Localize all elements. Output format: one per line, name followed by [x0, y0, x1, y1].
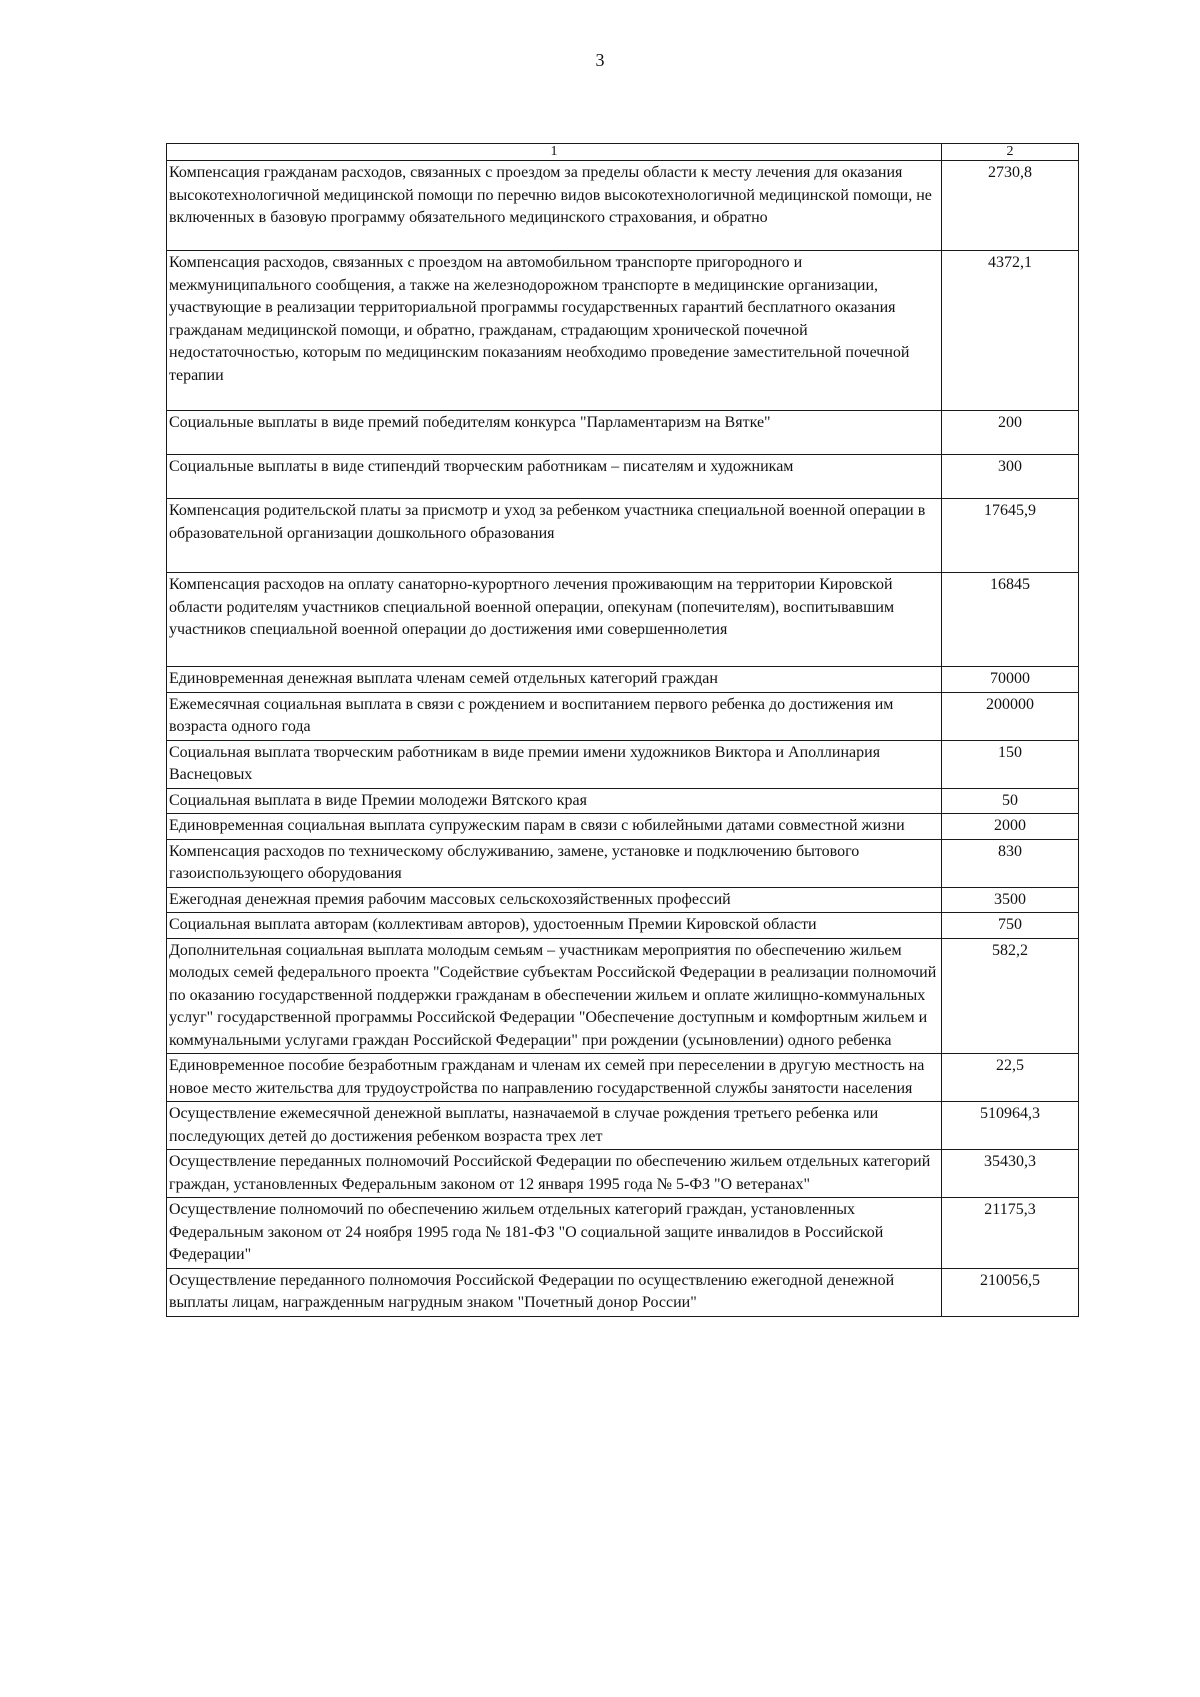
row-description: Компенсация гражданам расходов, связанных с проездом за пределы области к месту лечения для оказания высокотехнологичной медицинской помощи по перечню видов высокотехнологичной медицинской помощи, не включенных в базовую программу обязательного медицинского страхования, и обратно	[167, 161, 942, 251]
row-description: Компенсация расходов по техническому обслуживанию, замене, установке и подключению бытового газоиспользующего оборудования	[167, 839, 942, 887]
table-row	[167, 740, 1079, 788]
row-value: 300	[942, 455, 1079, 499]
row-value: 150	[942, 740, 1079, 788]
table-row	[167, 938, 1079, 1054]
table-row	[167, 411, 1079, 455]
row-description: Социальные выплаты в виде премий победителям конкурса "Парламентаризм на Вятке"	[167, 411, 942, 455]
table-row	[167, 887, 1079, 913]
table-row	[167, 455, 1079, 499]
row-description: Осуществление полномочий по обеспечению жильем отдельных категорий граждан, установленных Федеральным законом от 24 ноября 1995 года № 181-ФЗ "О социальной защите инвалидов в Российской Федерации"	[167, 1198, 942, 1269]
row-description: Социальные выплаты в виде стипендий творческим работникам – писателям и художникам	[167, 455, 942, 499]
row-description: Социальная выплата авторам (коллективам авторов), удостоенным Премии Кировской области	[167, 913, 942, 939]
table-row	[167, 573, 1079, 667]
row-description: Компенсация расходов на оплату санаторно-курортного лечения проживающим на территории Кировской области родителям участников специальной военной операции, опекунам (попечителям), воспитывавшим участников специальной военной операции до достижения ими совершеннолетия	[167, 573, 942, 667]
table-row	[167, 499, 1079, 573]
row-value: 3500	[942, 887, 1079, 913]
row-description: Компенсация родительской платы за присмотр и уход за ребенком участника специальной военной операции в образовательной организации дошкольного образования	[167, 499, 942, 573]
page-number: 3	[595, 50, 605, 70]
row-description: Осуществление переданных полномочий Российской Федерации по обеспечению жильем отдельных категорий граждан, установленных Федеральным законом от 12 января 1995 года № 5-ФЗ "О ветеранах"	[167, 1150, 942, 1198]
table-row	[167, 839, 1079, 887]
row-description: Единовременная социальная выплата супружеским парам в связи с юбилейными датами совместной жизни	[167, 814, 942, 840]
row-value: 17645,9	[942, 499, 1079, 573]
expenditure-table	[166, 143, 1079, 1317]
table-row	[167, 692, 1079, 740]
row-description: Дополнительная социальная выплата молодым семьям – участникам мероприятия по обеспечению жильем молодых семей федерального проекта "Содействие субъектам Российской Федерации в реализации полномочий по оказанию государственной поддержки гражданам в обеспечении жильем и оплате жилищно-коммунальных услуг" государственной программы Российской Федерации "Обеспечение доступным и комфортным жильем и коммунальными услугами граждан Российской Федерации" при рождении (усыновлении) одного ребенка	[167, 938, 942, 1054]
row-value: 200	[942, 411, 1079, 455]
row-description: Ежегодная денежная премия рабочим массовых сельскохозяйственных профессий	[167, 887, 942, 913]
row-value: 16845	[942, 573, 1079, 667]
table-row	[167, 1102, 1079, 1150]
table-row	[167, 814, 1079, 840]
table-row	[167, 1268, 1079, 1316]
table-row	[167, 161, 1079, 251]
row-description: Осуществление ежемесячной денежной выплаты, назначаемой в случае рождения третьего ребенка или последующих детей до достижения ребенком возраста трех лет	[167, 1102, 942, 1150]
row-value: 4372,1	[942, 251, 1079, 411]
row-value: 582,2	[942, 938, 1079, 1054]
row-value: 510964,3	[942, 1102, 1079, 1150]
table-row	[167, 251, 1079, 411]
row-value: 22,5	[942, 1054, 1079, 1102]
table-header-row	[167, 144, 1079, 161]
table-row	[167, 1150, 1079, 1198]
row-description: Социальная выплата в виде Премии молодежи Вятского края	[167, 788, 942, 814]
row-value: 70000	[942, 667, 1079, 693]
row-value: 2730,8	[942, 161, 1079, 251]
row-description: Единовременная денежная выплата членам семей отдельных категорий граждан	[167, 667, 942, 693]
column-header-2: 2	[942, 144, 1079, 161]
row-description: Ежемесячная социальная выплата в связи с рождением и воспитанием первого ребенка до достижения им возраста одного года	[167, 692, 942, 740]
row-value: 750	[942, 913, 1079, 939]
table-row	[167, 1198, 1079, 1269]
row-description: Единовременное пособие безработным гражданам и членам их семей при переселении в другую местность на новое место жительства для трудоустройства по направлению государственной службы занятости населения	[167, 1054, 942, 1102]
row-description: Компенсация расходов, связанных с проездом на автомобильном транспорте пригородного и межмуниципального сообщения, а также на железнодорожном транспорте в медицинские организации, участвующие в реализации территориальной программы государственных гарантий бесплатного оказания гражданам медицинской помощи, и обратно, гражданам, страдающим хронической почечной недостаточностью, которым по медицинским показаниям необходимо проведение заместительной почечной терапии	[167, 251, 942, 411]
table-row	[167, 667, 1079, 693]
table-row	[167, 788, 1079, 814]
row-value: 35430,3	[942, 1150, 1079, 1198]
table-row	[167, 1054, 1079, 1102]
row-description: Осуществление переданного полномочия Российской Федерации по осуществлению ежегодной денежной выплаты лицам, награжденным нагрудным знаком "Почетный донор России"	[167, 1268, 942, 1316]
row-value: 200000	[942, 692, 1079, 740]
row-description: Социальная выплата творческим работникам в виде премии имени художников Виктора и Аполлинария Васнецовых	[167, 740, 942, 788]
table-row	[167, 913, 1079, 939]
row-value: 210056,5	[942, 1268, 1079, 1316]
column-header-1: 1	[167, 144, 942, 161]
row-value: 830	[942, 839, 1079, 887]
row-value: 21175,3	[942, 1198, 1079, 1269]
row-value: 50	[942, 788, 1079, 814]
row-value: 2000	[942, 814, 1079, 840]
